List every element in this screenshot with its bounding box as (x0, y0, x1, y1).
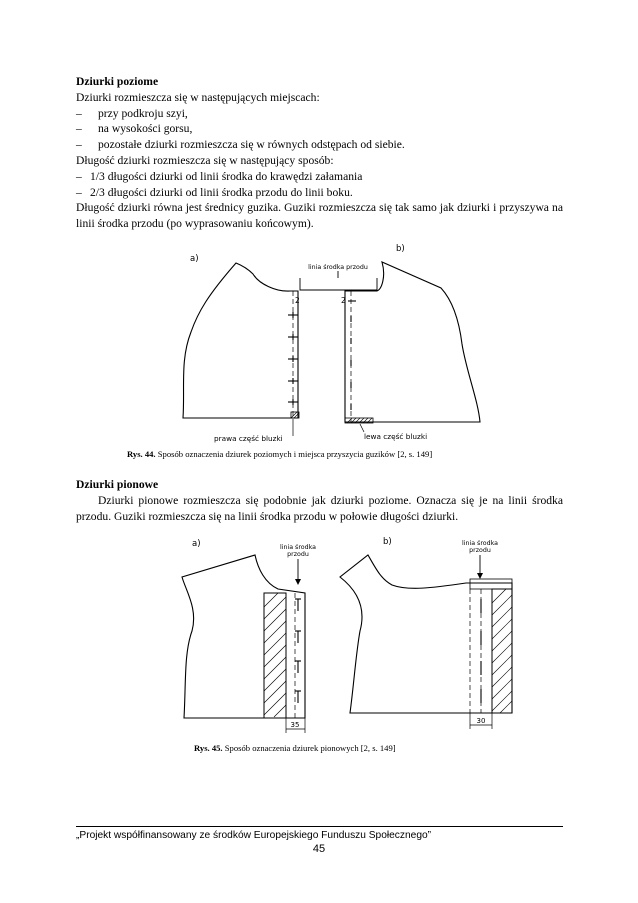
dash-glyph: – (76, 169, 82, 183)
caption-45-label: Rys. 45. (194, 743, 223, 753)
heading-horizontal: Dziurki poziome (76, 75, 159, 88)
fig44-center-bracket (300, 278, 377, 290)
paragraph-vertical: Dziurki pionowe rozmieszcza się podobnie jak dziurki poziome. Oznacza się je na linii środka przodu. Guziki rozmieszcza się na linii środka przodu w połowie długości dziurki. (76, 493, 563, 523)
dash-glyph: – (76, 185, 82, 199)
fig45-b-hatching (492, 589, 512, 713)
caption-44-text: Sposób oznaczenia dziurek poziomych i miejsca przyszycia guzików [2, s. 149] (157, 449, 433, 459)
figure-45-caption (194, 743, 396, 754)
footer-project-note: „Projekt współfinansowany ze środków Europejskiego Funduszu Społecznego” (76, 830, 432, 841)
heading-vertical: Dziurki pionowe (76, 478, 159, 491)
section-horizontal-buttonholes (76, 74, 563, 232)
fig44-mark-right: 2 (341, 296, 346, 305)
fig45-a-facing (264, 593, 286, 718)
dash-glyph: – (76, 106, 82, 120)
fig45-label-b: b) (383, 537, 392, 547)
paragraph-buttons: Długość dziurki równa jest średnicy guzika. Guziki rozmieszcza się tak samo jak dziurki i przyszywa na linii środka przodu (po wyprasowaniu końcowym). (76, 201, 563, 231)
fig45-a-buttonholes (295, 599, 301, 703)
fig44-label-a: a) (190, 254, 199, 264)
intro-places: Dziurki rozmieszcza się w następujących miejscach: (76, 90, 320, 104)
fig44-left-part-label: lewa część bluzki (364, 432, 428, 441)
fig44-right-front-piece (183, 263, 298, 418)
figure-44 (150, 240, 490, 448)
fig44-right-part-label: prawa część bluzki (214, 434, 283, 443)
page-number: 45 (312, 843, 326, 855)
figure-45 (170, 533, 530, 735)
fig45-a-center-line-1: linia środka (279, 544, 317, 551)
fig44-left-front-piece (345, 262, 480, 422)
fig44-mark-left: 2 (295, 296, 300, 305)
fig45-a-front-piece (182, 555, 305, 718)
section-vertical-buttonholes (76, 477, 563, 524)
length-item: – 2/3 długości dziurki od linii środka przodu do linii boku. (76, 185, 353, 199)
fig45-a-center-line-2: przodu (287, 551, 309, 558)
place-item: – pozostałe dziurki rozmieszcza się w równych odstępach od siebie. (76, 138, 405, 152)
fig44-center-line-label: linia środka przodu (308, 264, 368, 271)
fig45-a-measure: 35 (290, 721, 300, 729)
fig45-b-neck-band (470, 579, 512, 589)
fig45-b-center-line-2: przodu (469, 547, 491, 554)
footer-divider (76, 826, 563, 827)
place-item: – na wysokości gorsu, (76, 122, 193, 136)
fig45-b-measure: 30 (476, 717, 486, 725)
dash-glyph: – (76, 122, 82, 136)
figure-44-caption (127, 449, 432, 460)
length-item: – 1/3 długości dziurki od linii środka do krawędzi załamania (76, 169, 363, 183)
fig44-button-marks-right (348, 301, 356, 410)
caption-45-text: Sposób oznaczenia dziurek pionowych [2, s. 149] (224, 743, 396, 753)
fig44-label-b: b) (396, 244, 405, 254)
fig45-a-hatching (264, 593, 286, 717)
place-item: – przy podkroju szyi, (76, 106, 188, 120)
caption-44-label: Rys. 44. (127, 449, 156, 459)
fig45-label-a: a) (192, 539, 201, 549)
intro-lengths: Długość dziurki rozmieszcza się w następujący sposób: (76, 153, 334, 167)
dash-glyph: – (76, 138, 82, 152)
fig45-b-center-line-1: linia środka (461, 540, 499, 547)
